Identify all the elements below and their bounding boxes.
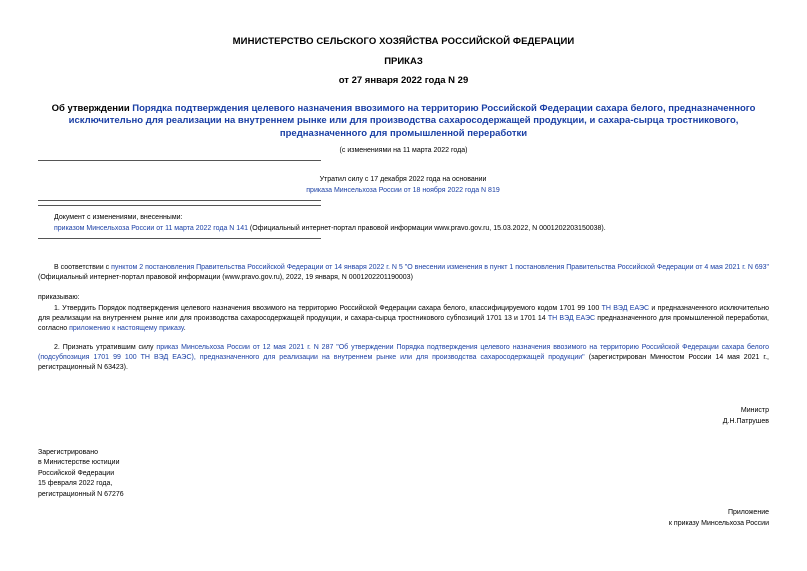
title-prefix: Об утверждении — [51, 103, 133, 114]
p1-text-d: . — [183, 325, 186, 333]
appendix-link[interactable]: приложению к настоящему приказу — [69, 325, 184, 333]
document-date: от 27 января 2022 года N 29 — [338, 75, 469, 86]
signer-role: Министр — [740, 407, 769, 414]
registration-line: регистрационный N 67276 — [38, 490, 124, 498]
p1-text-a: 1. Утвердить Порядок подтверждения целевого назначения ввозимого на территорию Российской Федерации сахара белого, классифицируемого кодом 1701 99 100 — [54, 305, 602, 312]
order-word: приказываю: — [38, 294, 80, 301]
registration-line: Зарегистрировано — [38, 449, 98, 456]
registration-line: в Министерстве юстиции — [38, 459, 120, 467]
document-type: ПРИКАЗ — [384, 56, 423, 67]
ministry-name: МИНИСТЕРСТВО СЕЛЬСКОГО ХОЗЯЙСТВА РОССИЙСКОЙ ФЕДЕРАЦИИ — [232, 36, 575, 47]
tnved-link[interactable]: ТН ВЭД ЕАЭС — [601, 305, 650, 312]
expiration-notice — [290, 175, 516, 196]
registration-line: Российской Федерации — [38, 469, 115, 477]
changes-source: (Официальный интернет-портал правовой информации www.pravo.gov.ru, 15.03.2022, N 0001202203150038). — [247, 225, 606, 232]
p1-text-c: предназначенного для промышленной переработки, согласно — [38, 315, 769, 333]
p2-text-b: (зарегистрирован Минюстом России 14 мая 2021 г., регистрационный N 63423). — [38, 354, 769, 372]
preamble-text: В соответствии с — [54, 264, 112, 271]
appendix-title: Приложение — [727, 509, 769, 516]
registration-line: 15 февраля 2022 года, — [38, 480, 113, 488]
preamble-source: (Официальный интернет-портал правовой информации (www.pravo.gov.ru), 2022, 19 января, N 0001202201190003) — [38, 274, 413, 282]
divider — [38, 160, 321, 161]
amendment-note: (с изменениями на 11 марта 2022 года) — [339, 147, 468, 154]
expiration-text: Утратил силу с 17 декабря 2022 года на основании — [319, 176, 487, 183]
tnved-link[interactable]: ТН ВЭД ЕАЭС — [547, 315, 596, 323]
signature-block — [569, 406, 769, 427]
divider — [38, 238, 321, 239]
p2-text-a: 2. Признать утратившим силу — [54, 344, 157, 351]
document-title — [38, 103, 769, 140]
divider — [38, 200, 321, 201]
signer-name: Д.Н.Патрушев — [722, 417, 769, 425]
appendix-heading — [549, 508, 769, 529]
divider — [38, 205, 321, 206]
title-link[interactable]: Порядка подтверждения целевого назначения ввозимого на территорию Российской Федерации сахара белого, предназначенного исключительно для реализации на внутреннем рынке или для производства сахаросодержащей продукции, и сахара-сырца тростникового, предназначенного для промышленной переработки — [68, 103, 756, 139]
preamble-link[interactable]: пунктом 2 постановления Правительства Российской Федерации от 14 января 2022 г. N 5 "О внесении изменения в пункт 1 постановления Правительства Российской Федерации от 4 мая 2021 г. N 693" — [111, 264, 770, 271]
registration-block — [38, 448, 238, 500]
paragraph-2 — [38, 343, 769, 374]
appendix-subtitle: к приказу Минсельхоза России — [668, 519, 769, 527]
preamble-paragraph — [38, 263, 769, 283]
paragraph-1 — [38, 304, 769, 335]
p1-text-b: и предназначенного исключительно для реализации на внутреннем рынке или для производства сахаросодержащей продукции, и сахара-сырца тростникового субпозиций 1701 13 и 1701 14 — [38, 305, 769, 323]
changes-heading: Документ с изменениями, внесенными: — [54, 214, 183, 221]
changes-link[interactable]: приказом Минсельхоза России от 11 марта 2022 года N 141 — [54, 225, 248, 232]
changes-block — [54, 212, 794, 234]
repealed-order-link[interactable]: приказ Минсельхоза России от 12 мая 2021 г. N 287 "Об утверждении Порядка подтверждения целевого назначения ввозимого на территорию Российской Федерации сахара белого (подсубпозиция 1701 99 100 ТН ВЭД ЕАЭС), предназначенного для реализации на внутреннем рынке или для производства сахаросодержащей продукции" — [38, 344, 769, 362]
expiration-link[interactable]: приказа Минсельхоза России от 18 ноября 2022 года N 819 — [306, 186, 500, 194]
